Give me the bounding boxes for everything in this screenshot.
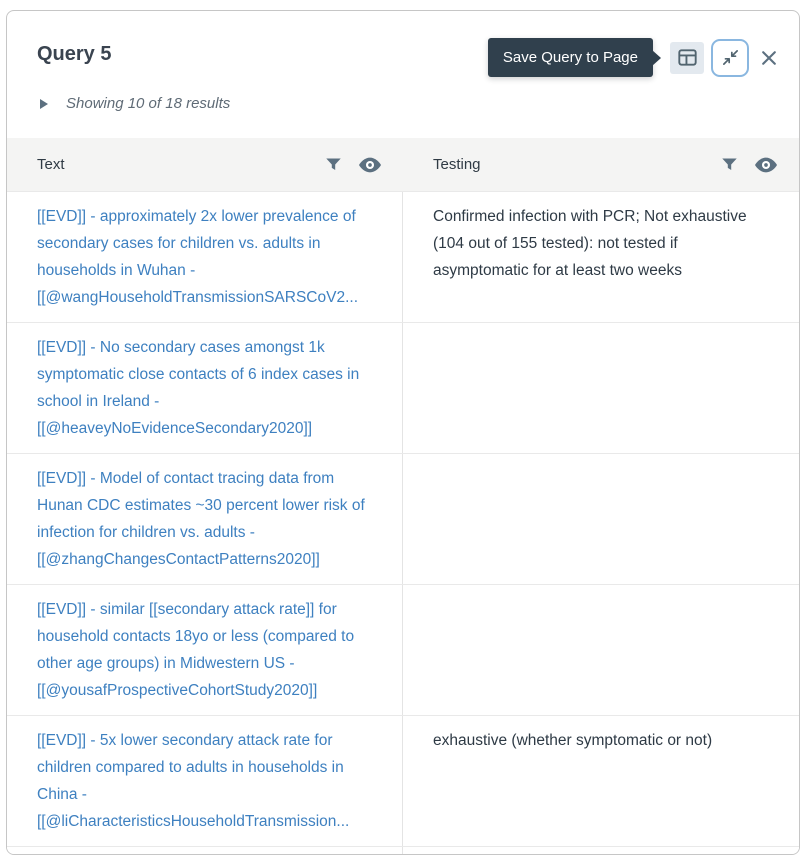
collapse-view-button[interactable]: [711, 39, 749, 77]
table-row: [7, 715, 799, 846]
save-query-tooltip: [488, 38, 661, 77]
table-row: [7, 453, 799, 584]
filter-funnel-icon: [721, 156, 738, 173]
evidence-link[interactable]: [[EVD]] - No secondary cases amongst 1k symptomatic close contacts of 6 index cases in school in Ireland - [[@heaveyNoEvidenceSecondary2020]]: [37, 339, 360, 437]
tooltip-text: Save Query to Page: [488, 38, 653, 77]
column-header-testing: [403, 138, 799, 191]
cell-testing: [403, 323, 799, 453]
results-summary-text: Showing 10 of 18 results: [66, 95, 231, 112]
close-button[interactable]: [755, 44, 783, 72]
cell-testing: [403, 716, 799, 846]
table-row: [7, 584, 799, 715]
caret-right-icon: [39, 98, 49, 110]
cell-testing: [403, 192, 799, 322]
results-table: [7, 138, 799, 855]
toggle-testing-column-visibility-button[interactable]: [755, 157, 777, 173]
column-header-text: [7, 138, 403, 191]
evidence-link[interactable]: [[EVD]] - Model of contact tracing data from Hunan CDC estimates ~30 percent lower risk of infection for children vs. adults - [[@zhangChangesContactPatterns2020]]: [37, 470, 365, 568]
query-result-card: [6, 10, 800, 855]
cell-testing: [403, 454, 799, 584]
eye-open-icon: [359, 157, 381, 173]
card-header: [7, 11, 799, 138]
cell-text: [7, 585, 403, 715]
tooltip-arrow: [652, 50, 661, 66]
cell-text: [7, 192, 403, 322]
cell-testing: [403, 847, 799, 855]
evidence-link[interactable]: [[EVD]] - similar [[secondary attack rate]] for household contacts 18yo or less (compared to other age groups) in Midwestern US - [[@yousafProspectiveCohortStudy2020]]: [37, 601, 355, 699]
table-row: [7, 322, 799, 453]
expand-caret-button[interactable]: [39, 98, 49, 110]
filter-text-column-button[interactable]: [325, 156, 342, 173]
header-controls: [488, 38, 783, 77]
evidence-link[interactable]: [[EVD]] - 5x lower secondary attack rate for children compared to adults in households in China - [[@liCharacteristicsHouseholdTransmission...: [37, 732, 350, 830]
evidence-link[interactable]: [[EVD]] - approximately 2x lower prevalence of secondary cases for children vs. adults in households in Wuhan - [[@wangHouseholdTransmissionSARSCoV2...: [37, 208, 358, 306]
testing-value: Confirmed infection with PCR; Not exhaustive (104 out of 155 tested): not tested if asymptomatic for at least two weeks: [433, 208, 747, 279]
table-row: [7, 846, 799, 855]
filter-testing-column-button[interactable]: [721, 156, 738, 173]
save-query-to-page-button[interactable]: [670, 42, 704, 74]
table-layout-icon: [677, 47, 698, 68]
cell-text: [7, 716, 403, 846]
cell-text: [7, 323, 403, 453]
cell-text: [7, 454, 403, 584]
results-summary-line: [39, 95, 230, 112]
column-label: Text: [37, 156, 65, 173]
filter-funnel-icon: [325, 156, 342, 173]
table-row: [7, 191, 799, 322]
cell-text: [7, 847, 403, 855]
cell-testing: [403, 585, 799, 715]
testing-value: exhaustive (whether symptomatic or not): [433, 732, 713, 749]
eye-open-icon: [755, 157, 777, 173]
query-title: Query 5: [37, 43, 112, 65]
column-label: Testing: [433, 156, 481, 173]
close-x-icon: [759, 48, 779, 68]
toggle-text-column-visibility-button[interactable]: [359, 157, 381, 173]
table-header-row: [7, 138, 799, 191]
collapse-inward-arrows-icon: [721, 48, 740, 67]
